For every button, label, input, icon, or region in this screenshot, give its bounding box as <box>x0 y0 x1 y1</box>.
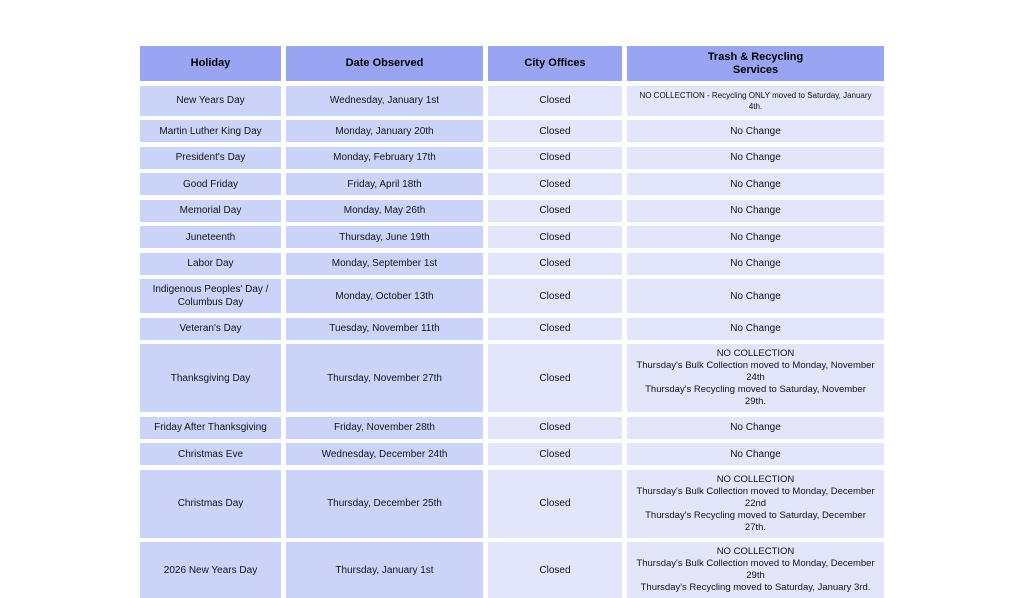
cell-date-observed <box>286 147 483 169</box>
trash-service-note: No Change <box>730 290 781 302</box>
cell-trash-recycling <box>627 279 884 313</box>
cell-city-offices <box>488 173 622 195</box>
trash-service-note: Thursday's Recycling moved to Saturday, December 27th. <box>645 509 866 533</box>
cell-date-observed <box>286 86 483 116</box>
cell-city-offices <box>488 542 622 598</box>
column-header-city-offices <box>488 46 622 81</box>
cell-trash-recycling <box>627 318 884 340</box>
city-offices-status: Closed <box>539 323 571 334</box>
trash-service-note: Thursday's Bulk Collection moved to Monday, December 22nd <box>636 485 875 509</box>
cell-date-observed <box>286 173 483 195</box>
city-offices-status: Closed <box>539 152 571 163</box>
cell-holiday <box>140 253 281 275</box>
cell-trash-recycling <box>627 542 884 598</box>
holiday-name: Indigenous Peoples' Day / Columbus Day <box>152 284 269 308</box>
cell-holiday <box>140 147 281 169</box>
city-offices-status: Closed <box>539 498 571 509</box>
trash-service-note: Thursday's Recycling moved to Saturday, January 3rd. <box>640 582 871 593</box>
trash-service-note: No Change <box>730 448 781 460</box>
date-observed: Wednesday, January 1st <box>329 95 440 106</box>
column-header-text: Trash & Recycling <box>707 50 804 63</box>
trash-service-note: No Change <box>730 231 781 243</box>
date-observed: Thursday, December 25th <box>327 498 442 509</box>
city-offices-status: Closed <box>539 178 571 190</box>
city-offices-status: Closed <box>539 231 571 243</box>
date-observed: Friday, November 28th <box>334 422 435 433</box>
date-observed: Friday, April 18th <box>347 178 422 190</box>
trash-service-note: NO COLLECTION <box>716 546 795 557</box>
holiday-name: Good Friday <box>182 178 239 190</box>
cell-date-observed <box>286 470 483 538</box>
trash-service-note: NO COLLECTION <box>716 348 795 359</box>
cell-trash-recycling <box>627 470 884 538</box>
cell-city-offices <box>488 417 622 439</box>
cell-city-offices <box>488 253 622 275</box>
cell-date-observed <box>286 344 483 412</box>
cell-holiday <box>140 200 281 222</box>
cell-holiday <box>140 344 281 412</box>
city-offices-status: Closed <box>539 205 571 216</box>
holiday-schedule-table <box>140 46 884 598</box>
cell-trash-recycling <box>627 417 884 439</box>
cell-trash-recycling <box>627 226 884 248</box>
column-header-trash-recycling <box>627 46 884 81</box>
date-observed: Tuesday, November 11th <box>329 323 440 334</box>
cell-date-observed <box>286 542 483 598</box>
trash-service-note: Thursday's Bulk Collection moved to Monday, November 24th <box>636 360 875 383</box>
cell-holiday <box>140 470 281 538</box>
cell-holiday <box>140 86 281 116</box>
date-observed: Monday, May 26th <box>343 205 426 216</box>
column-header-text: Date Observed <box>345 57 424 69</box>
column-header-text: Holiday <box>190 57 231 69</box>
holiday-name: New Years Day <box>176 95 245 106</box>
trash-service-note: No Change <box>730 178 781 190</box>
date-observed: Monday, January 20th <box>335 125 434 137</box>
cell-city-offices <box>488 147 622 169</box>
holiday-name: Friday After Thanksgiving <box>154 422 267 433</box>
cell-date-observed <box>286 253 483 275</box>
date-observed: Thursday, January 1st <box>335 564 434 576</box>
holiday-name: Christmas Day <box>177 498 244 509</box>
date-observed: Thursday, November 27th <box>327 372 442 384</box>
holiday-name: 2026 New Years Day <box>163 564 258 576</box>
city-offices-status: Closed <box>539 95 571 106</box>
trash-service-note: Thursday's Bulk Collection moved to Monday, December 29th <box>636 558 875 581</box>
holiday-name: Labor Day <box>187 258 234 269</box>
holiday-name: President's Day <box>175 152 246 163</box>
city-offices-status: Closed <box>539 372 571 384</box>
city-offices-status: Closed <box>539 564 571 576</box>
column-header-date-observed <box>286 46 483 81</box>
cell-city-offices <box>488 200 622 222</box>
cell-holiday <box>140 173 281 195</box>
cell-trash-recycling <box>627 173 884 195</box>
city-offices-status: Closed <box>539 448 571 460</box>
column-header-holiday <box>140 46 281 81</box>
cell-city-offices <box>488 443 622 465</box>
trash-service-note: No Change <box>730 323 781 334</box>
trash-service-note: No Change <box>730 422 781 433</box>
cell-city-offices <box>488 226 622 248</box>
cell-holiday <box>140 542 281 598</box>
cell-date-observed <box>286 417 483 439</box>
cell-date-observed <box>286 318 483 340</box>
city-offices-status: Closed <box>539 258 571 269</box>
date-observed: Monday, October 13th <box>335 290 434 302</box>
cell-trash-recycling <box>627 120 884 142</box>
cell-trash-recycling <box>627 200 884 222</box>
cell-city-offices <box>488 120 622 142</box>
cell-holiday <box>140 443 281 465</box>
cell-city-offices <box>488 279 622 313</box>
holiday-name: Christmas Eve <box>177 448 243 460</box>
cell-city-offices <box>488 470 622 538</box>
trash-service-note: No Change <box>730 125 781 137</box>
trash-service-note: NO COLLECTION <box>716 473 795 485</box>
cell-trash-recycling <box>627 344 884 412</box>
city-offices-status: Closed <box>539 422 571 433</box>
trash-service-note: NO COLLECTION - Recycling ONLY moved to Saturday, January 4th. <box>639 90 872 111</box>
trash-service-note: No Change <box>730 205 781 216</box>
cell-trash-recycling <box>627 253 884 275</box>
cell-trash-recycling <box>627 147 884 169</box>
trash-service-note: Thursday's Recycling moved to Saturday, November 29th. <box>645 384 866 407</box>
holiday-name: Memorial Day <box>179 205 242 216</box>
date-observed: Monday, February 17th <box>333 152 436 163</box>
cell-holiday <box>140 120 281 142</box>
holiday-name: Veteran's Day <box>179 323 242 334</box>
holiday-name: Martin Luther King Day <box>159 125 262 137</box>
holiday-name: Juneteenth <box>185 231 236 243</box>
city-offices-status: Closed <box>539 125 571 137</box>
column-header-text: City Offices <box>524 57 586 69</box>
trash-service-note: No Change <box>730 152 781 163</box>
cell-holiday <box>140 318 281 340</box>
cell-trash-recycling <box>627 443 884 465</box>
city-offices-status: Closed <box>539 290 571 302</box>
trash-service-note: No Change <box>730 258 781 269</box>
column-header-text: Services <box>732 63 779 76</box>
cell-city-offices <box>488 318 622 340</box>
cell-holiday <box>140 279 281 313</box>
date-observed: Thursday, June 19th <box>339 231 430 243</box>
date-observed: Wednesday, December 24th <box>321 448 448 460</box>
cell-date-observed <box>286 279 483 313</box>
holiday-name: Thanksgiving Day <box>170 372 251 384</box>
cell-date-observed <box>286 200 483 222</box>
date-observed: Monday, September 1st <box>331 258 438 269</box>
cell-trash-recycling <box>627 86 884 116</box>
cell-date-observed <box>286 226 483 248</box>
cell-holiday <box>140 417 281 439</box>
cell-date-observed <box>286 443 483 465</box>
cell-date-observed <box>286 120 483 142</box>
cell-city-offices <box>488 86 622 116</box>
cell-holiday <box>140 226 281 248</box>
cell-city-offices <box>488 344 622 412</box>
